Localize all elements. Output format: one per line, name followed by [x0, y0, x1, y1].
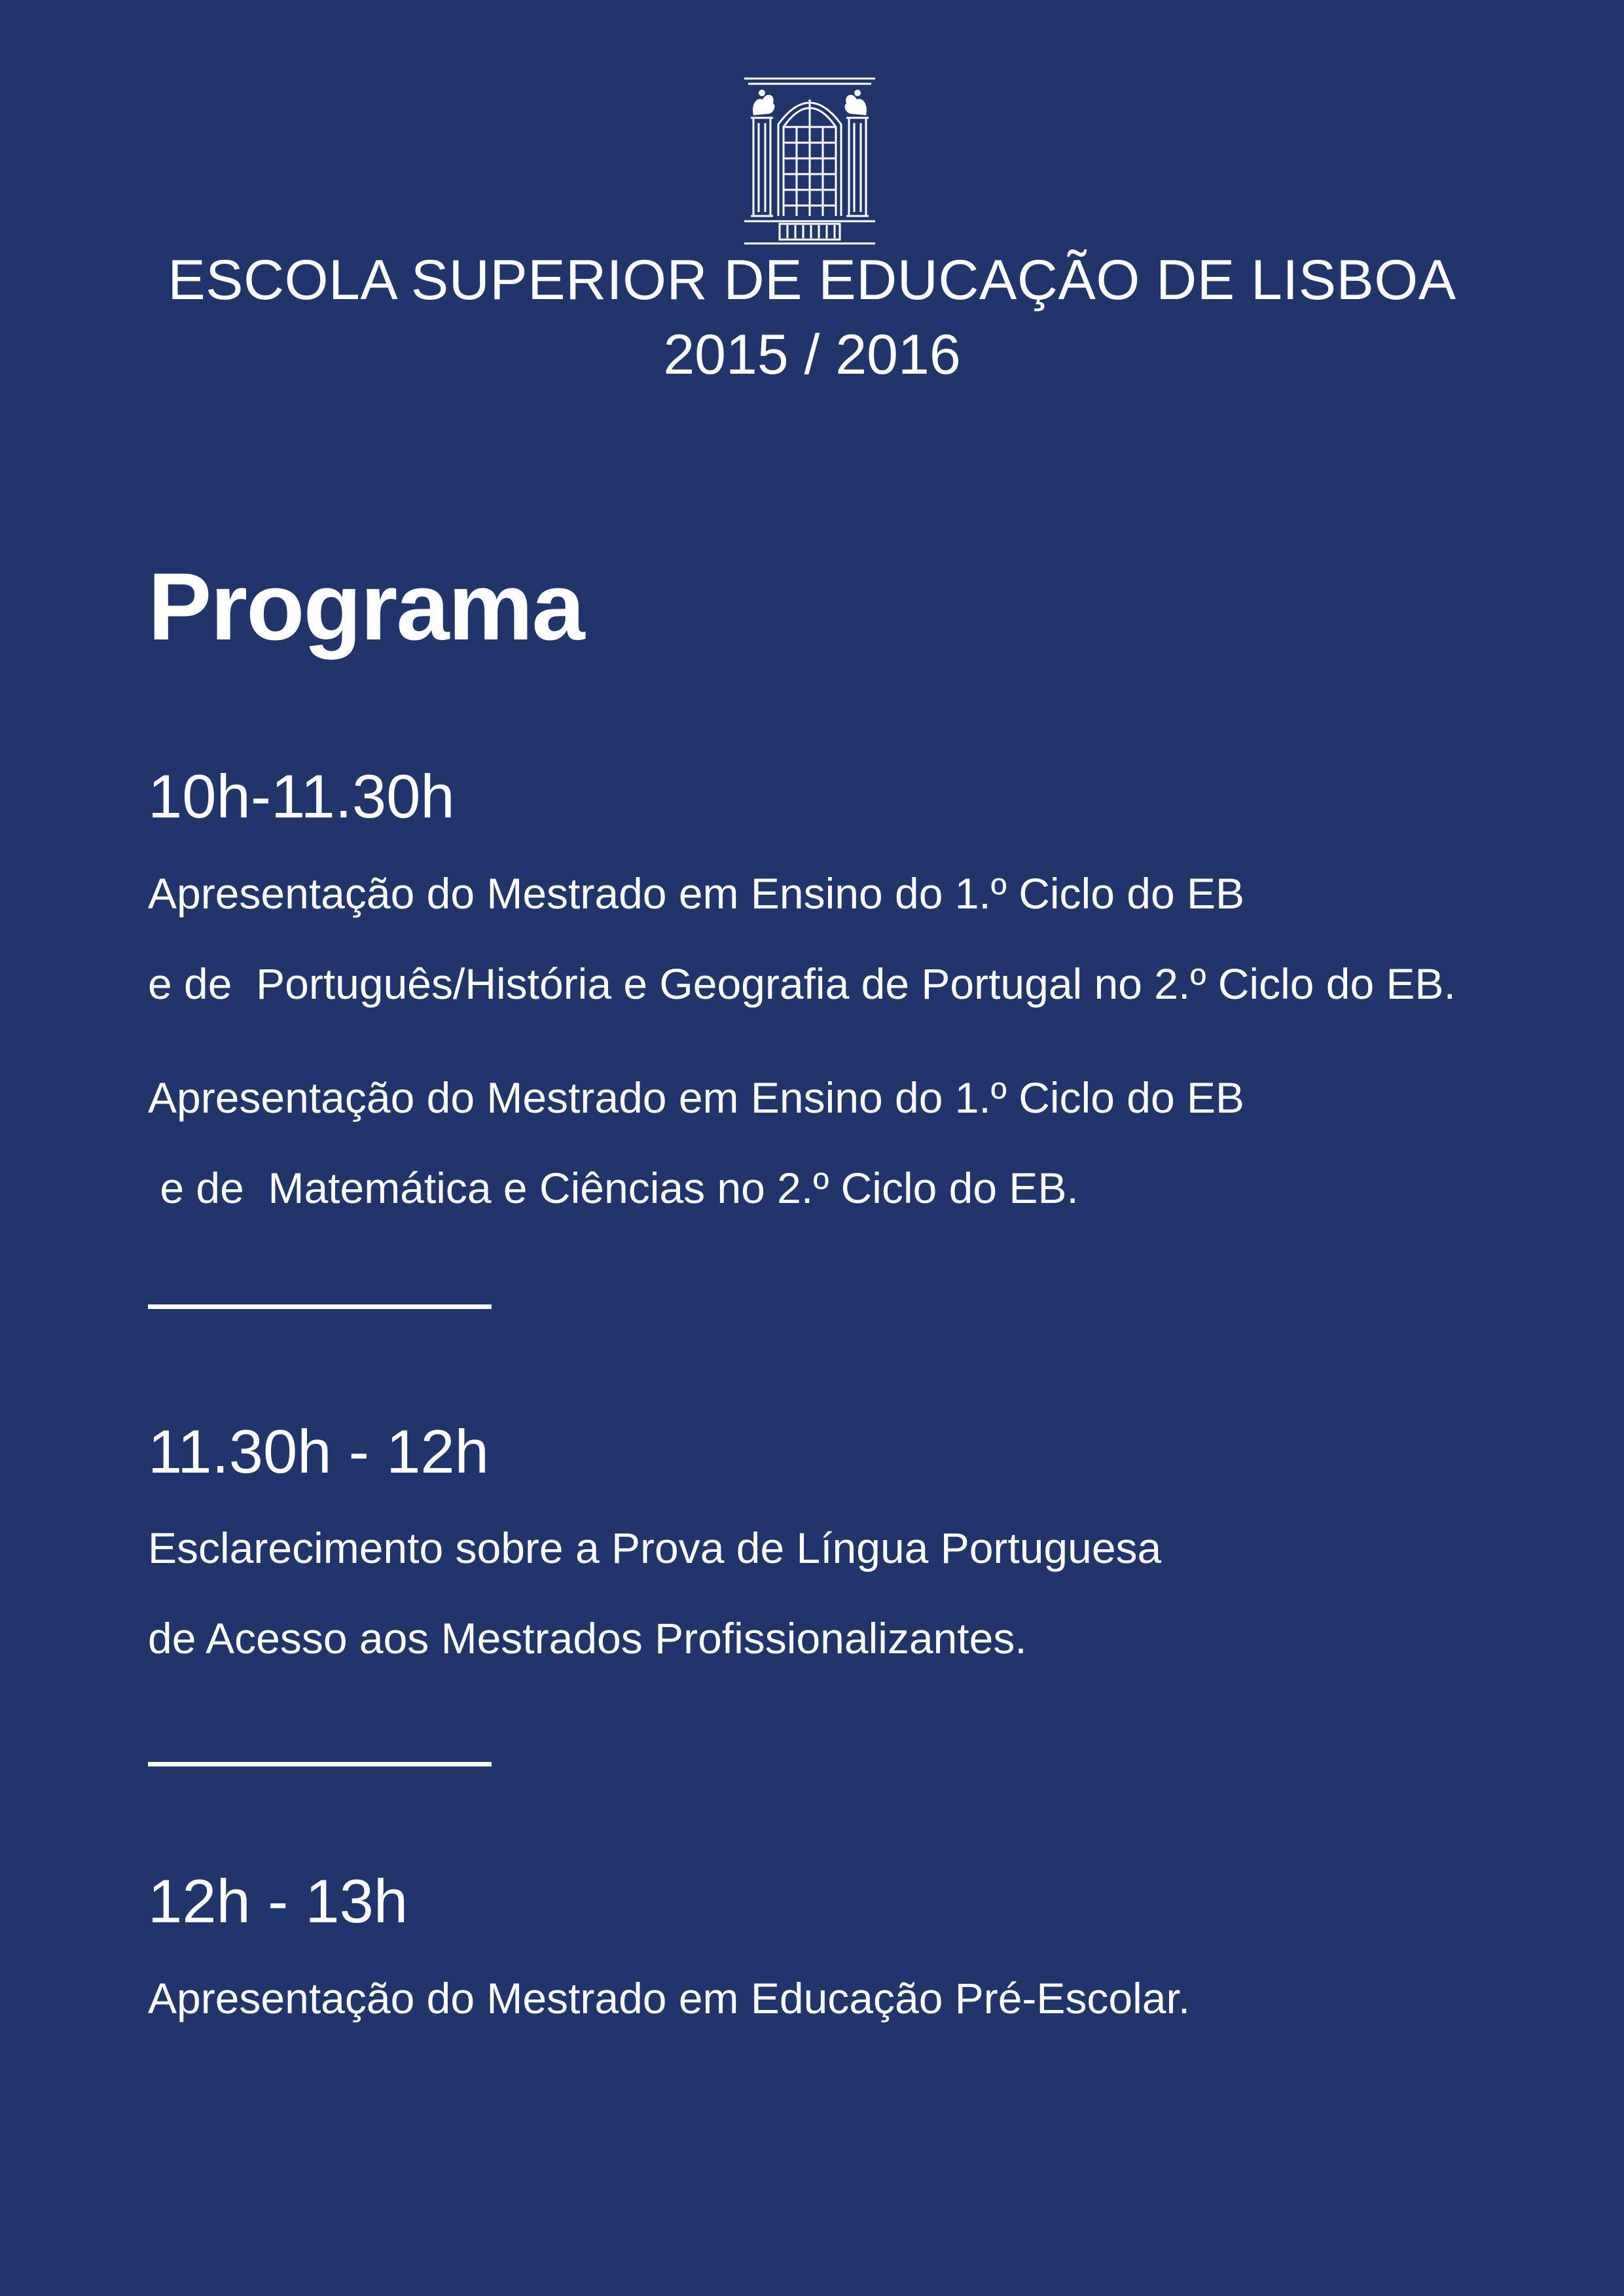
- session-2-line-1: Esclarecimento sobre a Prova de Língua Portuguesa: [148, 1524, 1162, 1572]
- building-facade-icon: [744, 77, 875, 246]
- program-title: Programa: [148, 553, 584, 660]
- session-2-time: 11.30h - 12h: [148, 1417, 489, 1486]
- section-divider-2: [148, 1762, 492, 1767]
- session-1-line-3: Apresentação do Mestrado em Ensino do 1.º Ciclo do EB: [148, 1073, 1245, 1122]
- session-3-line-1: Apresentação do Mestrado em Educação Pré-Escolar.: [148, 1974, 1191, 2022]
- session-1-line-2: e de Português/História e Geografia de Portugal no 2.º Ciclo do EB.: [148, 960, 1456, 1008]
- session-3-time: 12h - 13h: [148, 1867, 408, 1935]
- section-divider-1: [148, 1304, 492, 1309]
- session-1-time: 10h-11.30h: [148, 762, 455, 831]
- session-2-line-2: de Acesso aos Mestrados Profissionalizantes.: [148, 1614, 1027, 1662]
- session-1-line-1: Apresentação do Mestrado em Ensino do 1.º Ciclo do EB: [148, 869, 1245, 918]
- school-name: ESCOLA SUPERIOR DE EDUCAÇÃO DE LISBOA: [168, 249, 1456, 312]
- school-year: 2015 / 2016: [663, 323, 961, 386]
- session-1-line-4: e de Matemática e Ciências no 2.º Ciclo do EB.: [148, 1164, 1079, 1212]
